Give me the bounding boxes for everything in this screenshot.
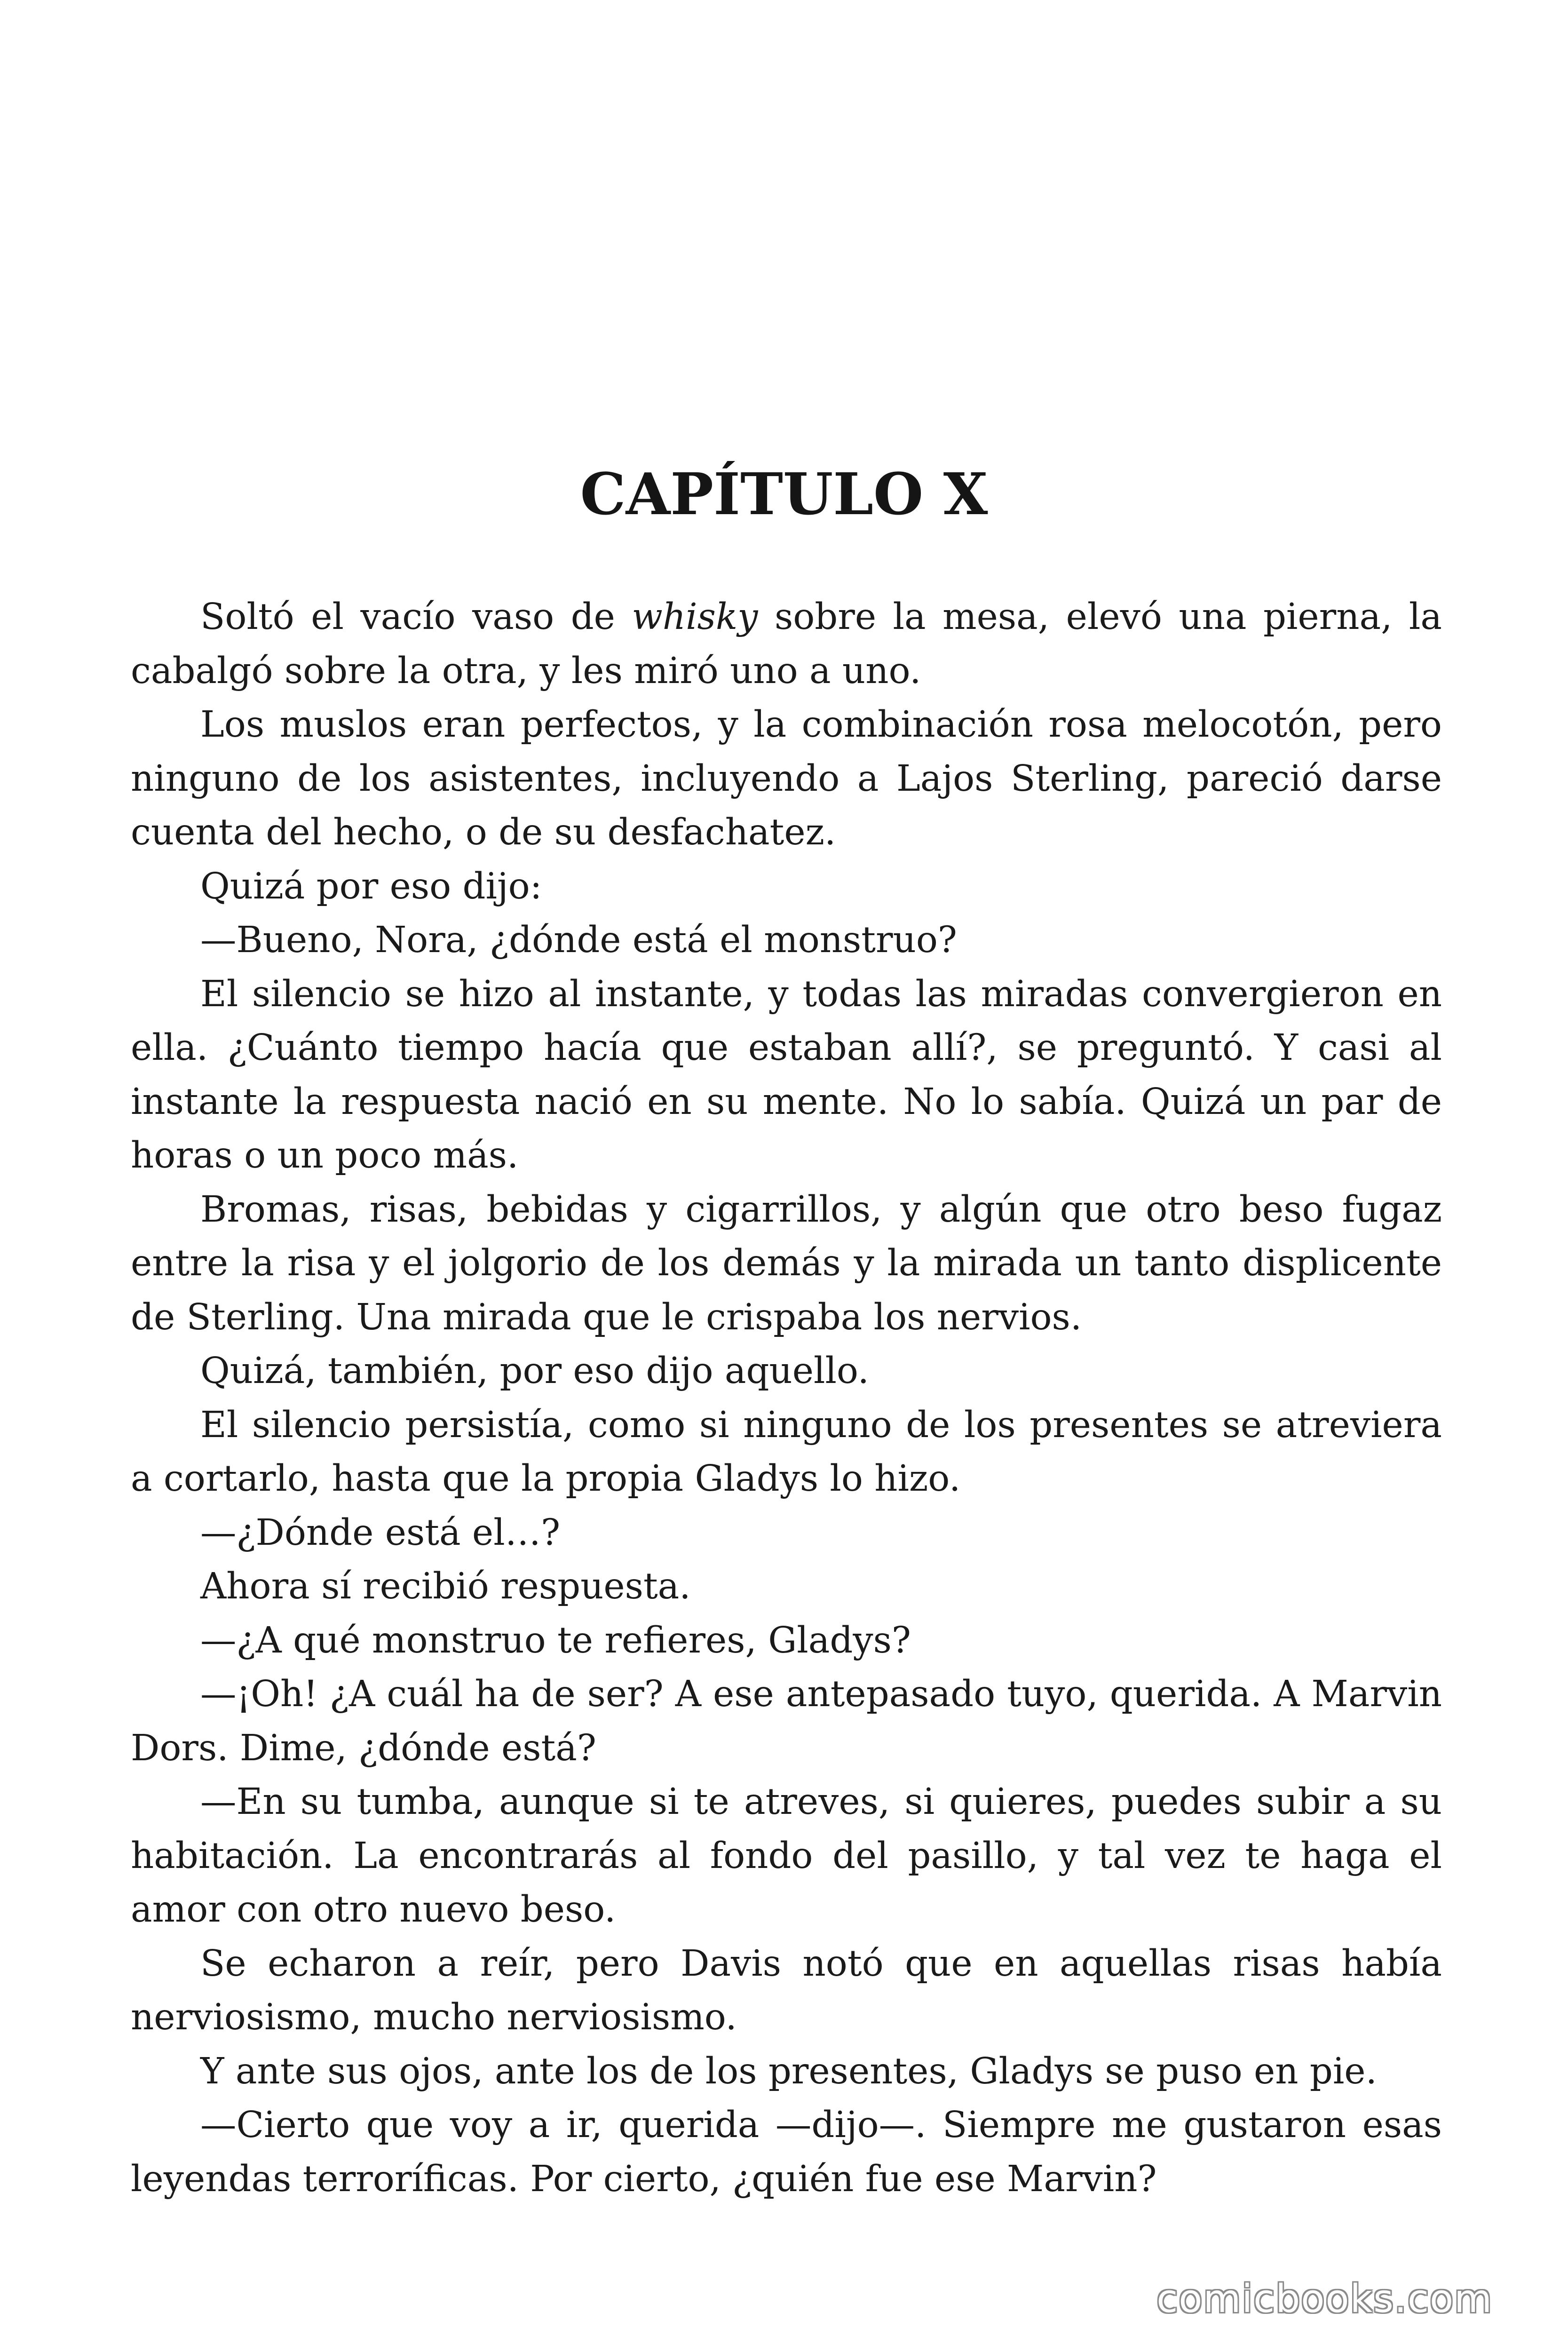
paragraph: Y ante sus ojos, ante los de los presentes, Gladys se puso en pie. xyxy=(200,2050,1377,2092)
italic-word: whisky xyxy=(632,596,758,638)
paragraph: —Bueno, Nora, ¿dónde está el monstruo? xyxy=(200,919,957,961)
chapter-title: CAPÍTULO X xyxy=(580,460,988,528)
watermark: comicbooks.com xyxy=(1156,2277,1493,2321)
paragraph: —¡Oh! ¿A cuál ha de ser? A ese antepasado tuyo, querida. A Marvin Dors. Dime, ¿dónde está? xyxy=(131,1673,1442,1769)
paragraph: El silencio se hizo al instante, y todas las miradas convergieron en ella. ¿Cuánto tiempo hacía que estaban allí?, se preguntó. Y casi al instante la respuesta nació en su mente. No lo sabía. Quizá un par de horas o un poco más. xyxy=(131,973,1442,1176)
paragraph: Ahora sí recibió respuesta. xyxy=(200,1565,691,1607)
chapter-body xyxy=(131,590,1442,2206)
paragraph: —¿A qué monstruo te refieres, Gladys? xyxy=(200,1619,911,1661)
paragraph xyxy=(131,590,1442,698)
paragraph-text: Soltó el vacío vaso de xyxy=(200,596,632,638)
paragraph: Los muslos eran perfectos, y la combinación rosa melocotón, pero ninguno de los asistentes, incluyendo a Lajos Sterling, pareció darse cuenta del hecho, o de su desfachatez. xyxy=(131,704,1442,853)
paragraph: —¿Dónde está el…? xyxy=(200,1511,561,1554)
paragraph: —En su tumba, aunque si te atreves, si quieres, puedes subir a su habitación. La encontrarás al fondo del pasillo, y tal vez te haga el amor con otro nuevo beso. xyxy=(131,1781,1442,1931)
paragraph: Quizá por eso dijo: xyxy=(200,865,542,907)
paragraph: Bromas, risas, bebidas y cigarrillos, y algún que otro beso fugaz entre la risa y el jolgorio de los demás y la mirada un tanto displicente de Sterling. Una mirada que le crispaba los nervios. xyxy=(131,1188,1442,1338)
paragraph: —Cierto que voy a ir, querida —dijo—. Siempre me gustaron esas leyendas terroríficas. Por cierto, ¿quién fue ese Marvin? xyxy=(131,2104,1442,2200)
paragraph: Se echaron a reír, pero Davis notó que en aquellas risas había nerviosismo, mucho nerviosismo. xyxy=(131,1942,1442,2038)
paragraph: El silencio persistía, como si ninguno de los presentes se atreviera a cortarlo, hasta que la propia Gladys lo hizo. xyxy=(131,1404,1442,1500)
paragraph-text: sobre la mesa, elevó una pierna, la cabalgó sobre la otra, y les miró uno a uno. xyxy=(131,596,1442,692)
paragraph: Quizá, también, por eso dijo aquello. xyxy=(200,1350,869,1392)
